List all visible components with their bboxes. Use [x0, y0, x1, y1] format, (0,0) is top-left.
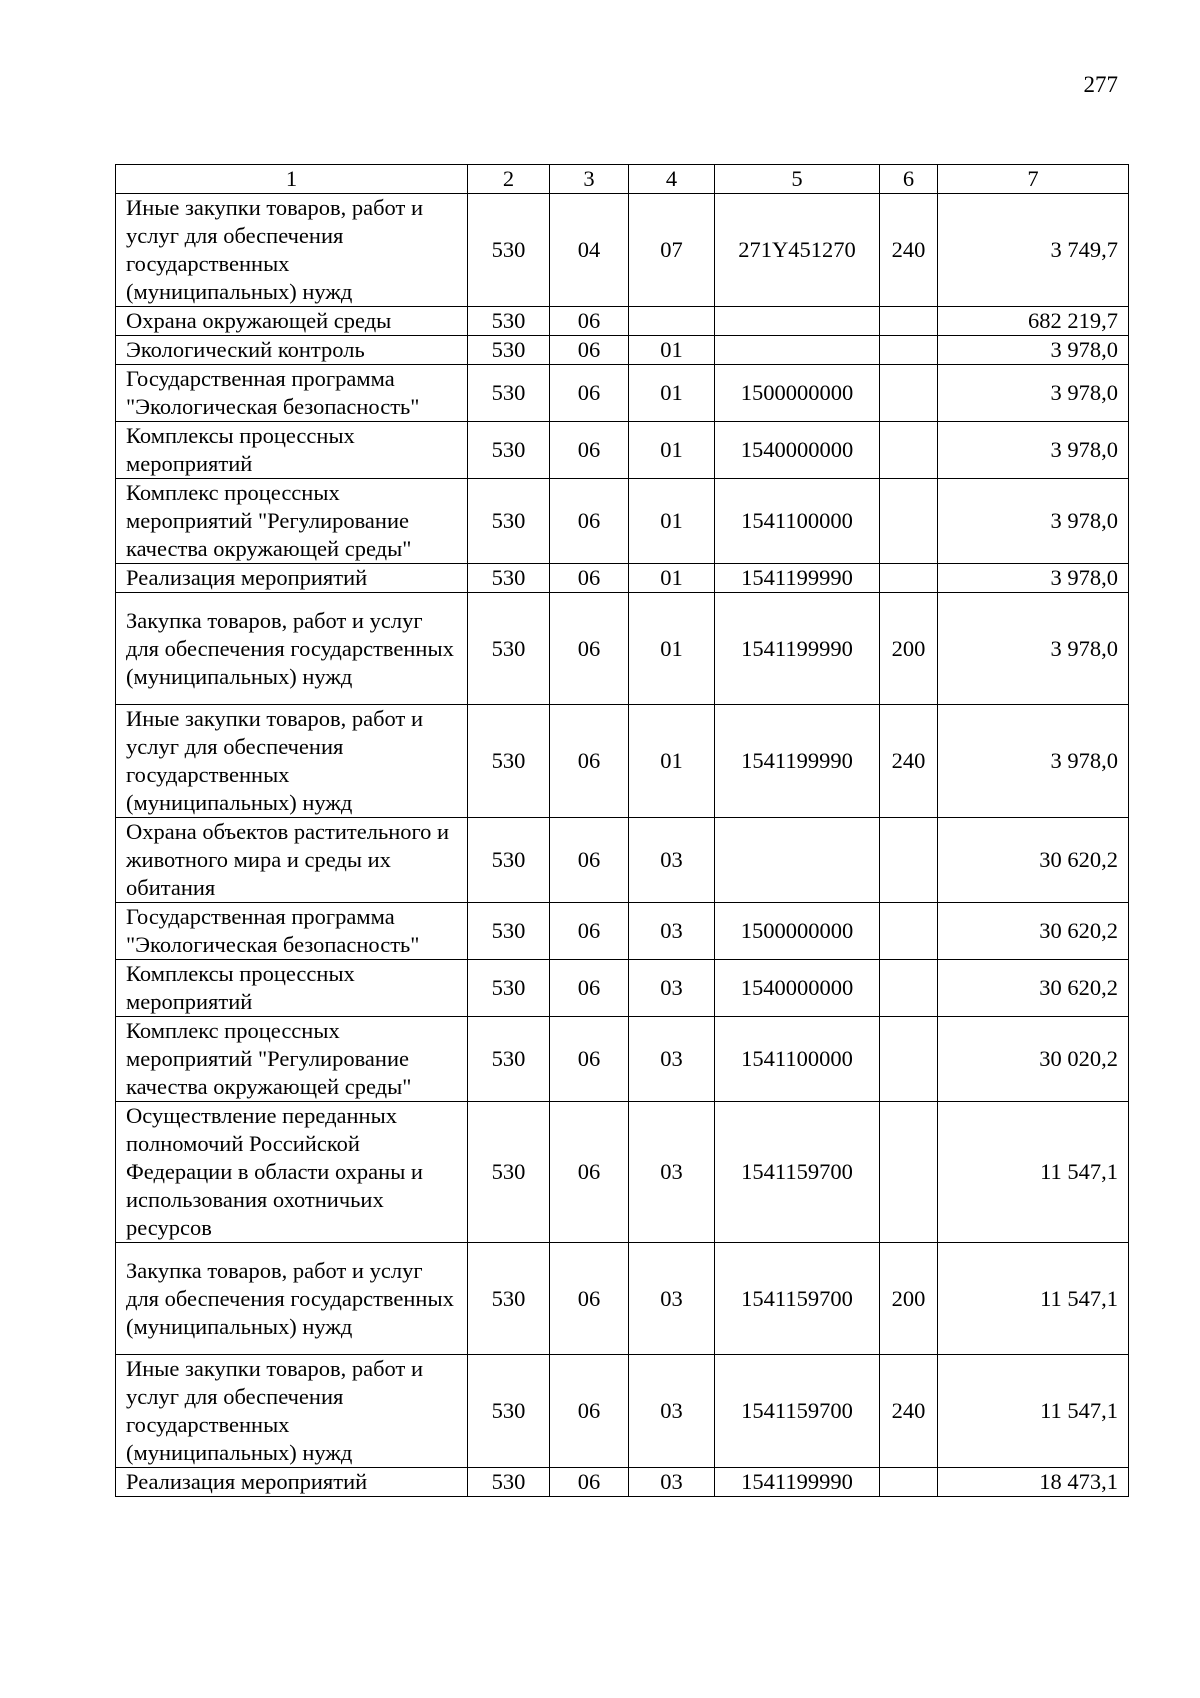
subsection-code: 01 — [629, 365, 715, 422]
subsection-code: 03 — [629, 960, 715, 1017]
expense-type — [880, 960, 938, 1017]
row-name: Закупка товаров, работ и услуг для обеспечения государственных (муниципальных) нужд — [116, 593, 468, 705]
row-name: Реализация мероприятий — [116, 1468, 468, 1497]
expense-type — [880, 1102, 938, 1243]
subsection-code: 03 — [629, 1355, 715, 1468]
ministry-code: 530 — [468, 479, 550, 564]
section-code: 06 — [550, 1243, 629, 1355]
section-code: 06 — [550, 1102, 629, 1243]
row-name: Комплексы процессных мероприятий — [116, 422, 468, 479]
subsection-code: 07 — [629, 194, 715, 307]
table-row — [116, 422, 1129, 479]
section-code: 06 — [550, 960, 629, 1017]
target-article: 1541100000 — [715, 1017, 880, 1102]
column-header: 2 — [468, 165, 550, 194]
table-row — [116, 960, 1129, 1017]
amount: 3 978,0 — [938, 593, 1129, 705]
section-code: 06 — [550, 1017, 629, 1102]
subsection-code: 03 — [629, 1017, 715, 1102]
amount: 30 020,2 — [938, 1017, 1129, 1102]
row-name: Иные закупки товаров, работ и услуг для обеспечения государственных (муниципальных) нужд — [116, 1355, 468, 1468]
row-name: Экологический контроль — [116, 336, 468, 365]
section-code: 06 — [550, 564, 629, 593]
table-row — [116, 307, 1129, 336]
section-code: 06 — [550, 422, 629, 479]
table-row — [116, 1017, 1129, 1102]
amount: 682 219,7 — [938, 307, 1129, 336]
ministry-code: 530 — [468, 564, 550, 593]
expense-type — [880, 307, 938, 336]
table-row — [116, 336, 1129, 365]
amount: 3 749,7 — [938, 194, 1129, 307]
section-code: 06 — [550, 593, 629, 705]
subsection-code — [629, 307, 715, 336]
expense-type: 200 — [880, 1243, 938, 1355]
amount: 11 547,1 — [938, 1102, 1129, 1243]
expense-type — [880, 422, 938, 479]
row-name: Иные закупки товаров, работ и услуг для обеспечения государственных (муниципальных) нужд — [116, 194, 468, 307]
target-article: 1500000000 — [715, 365, 880, 422]
column-header: 5 — [715, 165, 880, 194]
target-article: 1540000000 — [715, 422, 880, 479]
amount: 3 978,0 — [938, 705, 1129, 818]
target-article: 1541159700 — [715, 1243, 880, 1355]
subsection-code: 03 — [629, 1102, 715, 1243]
target-article — [715, 336, 880, 365]
table-row — [116, 705, 1129, 818]
target-article: 1541199990 — [715, 564, 880, 593]
subsection-code: 03 — [629, 903, 715, 960]
table-header-row — [116, 165, 1129, 194]
section-code: 06 — [550, 1468, 629, 1497]
ministry-code: 530 — [468, 1355, 550, 1468]
row-name: Государственная программа "Экологическая безопасность" — [116, 365, 468, 422]
amount: 30 620,2 — [938, 960, 1129, 1017]
section-code: 06 — [550, 818, 629, 903]
ministry-code: 530 — [468, 1243, 550, 1355]
expense-type — [880, 903, 938, 960]
amount: 18 473,1 — [938, 1468, 1129, 1497]
table-row — [116, 1355, 1129, 1468]
expense-type — [880, 1468, 938, 1497]
table-row — [116, 194, 1129, 307]
ministry-code: 530 — [468, 960, 550, 1017]
ministry-code: 530 — [468, 307, 550, 336]
subsection-code: 01 — [629, 593, 715, 705]
table-row — [116, 1243, 1129, 1355]
subsection-code: 01 — [629, 705, 715, 818]
target-article: 271Y451270 — [715, 194, 880, 307]
table-row — [116, 365, 1129, 422]
ministry-code: 530 — [468, 194, 550, 307]
section-code: 06 — [550, 479, 629, 564]
amount: 30 620,2 — [938, 903, 1129, 960]
target-article: 1541159700 — [715, 1102, 880, 1243]
amount: 3 978,0 — [938, 479, 1129, 564]
ministry-code: 530 — [468, 1102, 550, 1243]
target-article — [715, 818, 880, 903]
column-header: 7 — [938, 165, 1129, 194]
amount: 3 978,0 — [938, 564, 1129, 593]
amount: 11 547,1 — [938, 1243, 1129, 1355]
section-code: 06 — [550, 1355, 629, 1468]
row-name: Комплекс процессных мероприятий "Регулирование качества окружающей среды" — [116, 1017, 468, 1102]
section-code: 06 — [550, 903, 629, 960]
expense-type: 240 — [880, 1355, 938, 1468]
table-row — [116, 479, 1129, 564]
table-row — [116, 1468, 1129, 1497]
page-number: 277 — [1083, 72, 1118, 97]
target-article: 1541199990 — [715, 593, 880, 705]
ministry-code: 530 — [468, 1468, 550, 1497]
section-code: 06 — [550, 307, 629, 336]
expense-type: 200 — [880, 593, 938, 705]
target-article: 1541100000 — [715, 479, 880, 564]
amount: 3 978,0 — [938, 422, 1129, 479]
row-name: Реализация мероприятий — [116, 564, 468, 593]
expense-type — [880, 818, 938, 903]
amount: 30 620,2 — [938, 818, 1129, 903]
expense-type — [880, 564, 938, 593]
target-article — [715, 307, 880, 336]
subsection-code: 03 — [629, 818, 715, 903]
subsection-code: 01 — [629, 479, 715, 564]
ministry-code: 530 — [468, 705, 550, 818]
table-row — [116, 593, 1129, 705]
subsection-code: 01 — [629, 422, 715, 479]
expense-type — [880, 1017, 938, 1102]
amount: 3 978,0 — [938, 365, 1129, 422]
row-name: Иные закупки товаров, работ и услуг для обеспечения государственных (муниципальных) нужд — [116, 705, 468, 818]
row-name: Комплексы процессных мероприятий — [116, 960, 468, 1017]
section-code: 06 — [550, 336, 629, 365]
section-code: 06 — [550, 705, 629, 818]
target-article: 1500000000 — [715, 903, 880, 960]
subsection-code: 01 — [629, 336, 715, 365]
ministry-code: 530 — [468, 422, 550, 479]
section-code: 06 — [550, 365, 629, 422]
subsection-code: 03 — [629, 1468, 715, 1497]
row-name: Закупка товаров, работ и услуг для обеспечения государственных (муниципальных) нужд — [116, 1243, 468, 1355]
target-article: 1541159700 — [715, 1355, 880, 1468]
column-header: 1 — [116, 165, 468, 194]
row-name: Государственная программа "Экологическая безопасность" — [116, 903, 468, 960]
row-name: Охрана окружающей среды — [116, 307, 468, 336]
ministry-code: 530 — [468, 365, 550, 422]
row-name: Осуществление переданных полномочий Российской Федерации в области охраны и использования охотничьих ресурсов — [116, 1102, 468, 1243]
row-name: Комплекс процессных мероприятий "Регулирование качества окружающей среды" — [116, 479, 468, 564]
expense-type — [880, 479, 938, 564]
table-row — [116, 1102, 1129, 1243]
expense-type: 240 — [880, 705, 938, 818]
expense-type — [880, 336, 938, 365]
expense-type: 240 — [880, 194, 938, 307]
table-row — [116, 818, 1129, 903]
column-header: 4 — [629, 165, 715, 194]
ministry-code: 530 — [468, 1017, 550, 1102]
subsection-code: 03 — [629, 1243, 715, 1355]
row-name: Охрана объектов растительного и животного мира и среды их обитания — [116, 818, 468, 903]
column-header: 6 — [880, 165, 938, 194]
ministry-code: 530 — [468, 593, 550, 705]
amount: 11 547,1 — [938, 1355, 1129, 1468]
amount: 3 978,0 — [938, 336, 1129, 365]
target-article: 1541199990 — [715, 1468, 880, 1497]
section-code: 04 — [550, 194, 629, 307]
subsection-code: 01 — [629, 564, 715, 593]
budget-table — [115, 164, 1129, 1497]
expense-type — [880, 365, 938, 422]
table-row — [116, 564, 1129, 593]
ministry-code: 530 — [468, 903, 550, 960]
column-header: 3 — [550, 165, 629, 194]
ministry-code: 530 — [468, 818, 550, 903]
table-row — [116, 903, 1129, 960]
ministry-code: 530 — [468, 336, 550, 365]
target-article: 1540000000 — [715, 960, 880, 1017]
target-article: 1541199990 — [715, 705, 880, 818]
